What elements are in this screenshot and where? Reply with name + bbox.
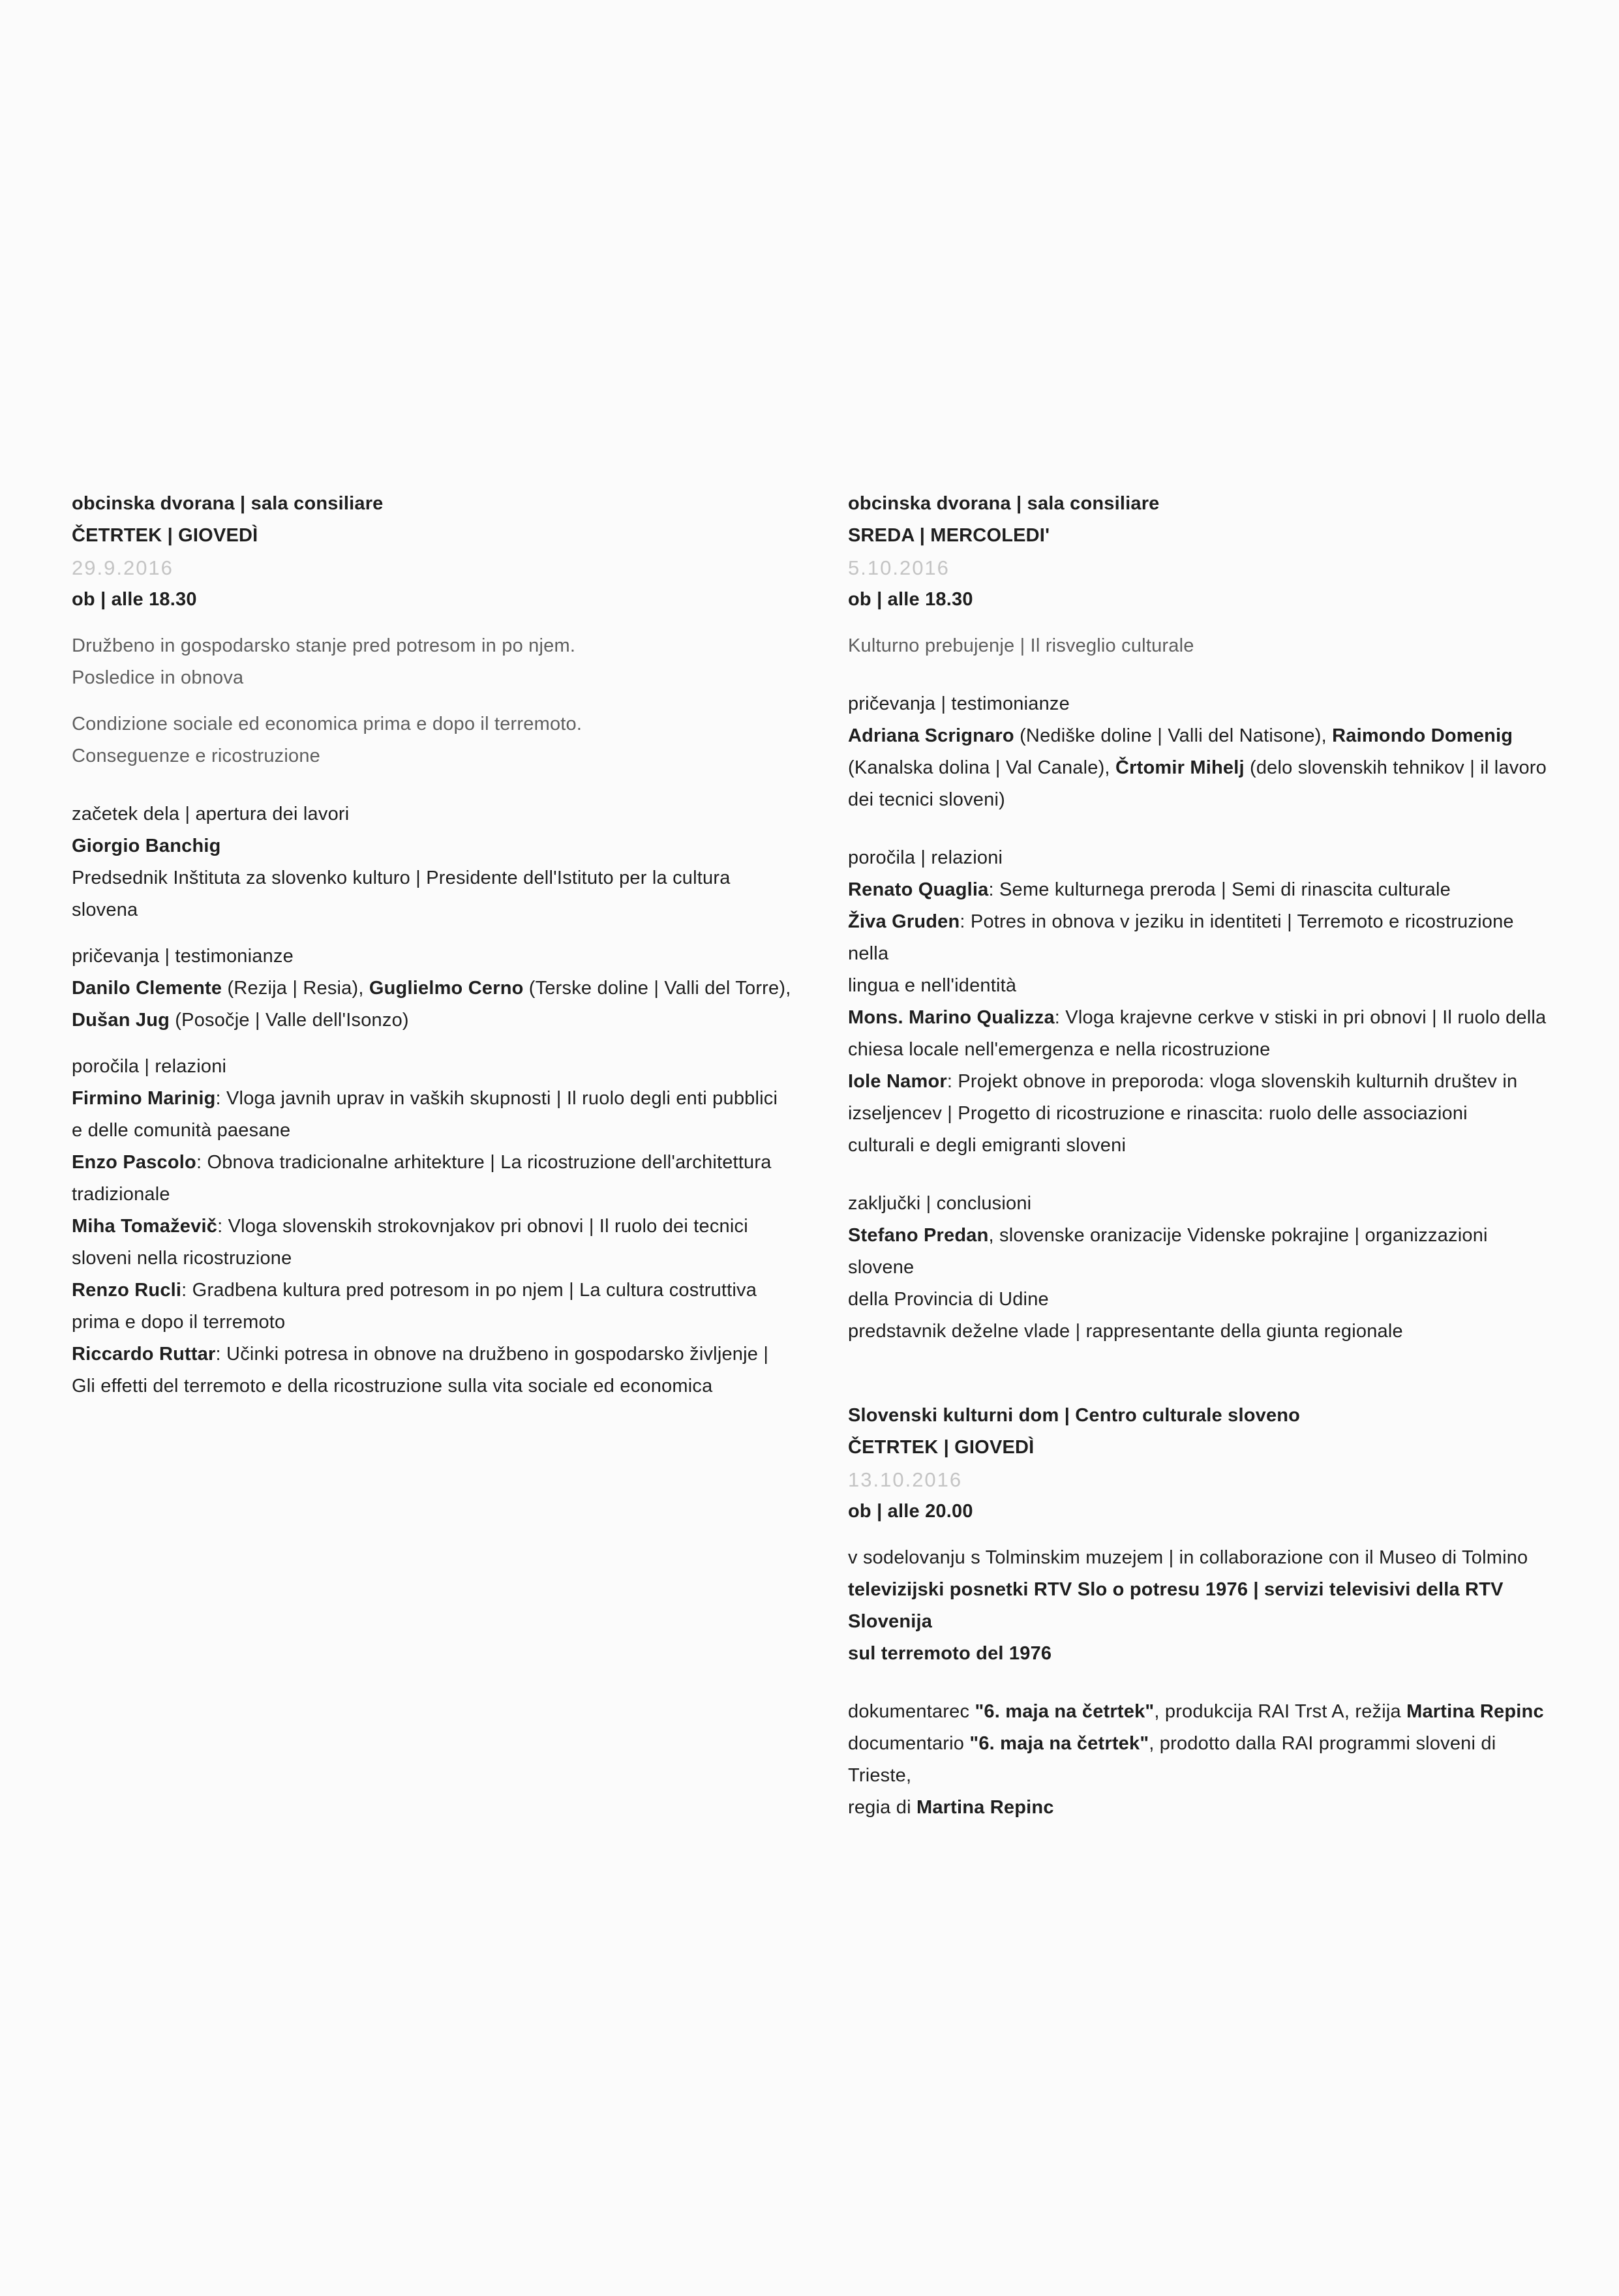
venue: obcinska dvorana | sala consiliare <box>848 493 1160 514</box>
report-title: : Projekt obnove in preporoda: vloga slovenskih kulturnih društev in <box>946 1071 1518 1092</box>
speaker-role-cont: della Provincia di Udine <box>848 1289 1049 1310</box>
section-heading: zaključki | conclusioni <box>848 1193 1032 1214</box>
date: 29.9.2016 <box>72 556 174 579</box>
speaker-place: (Terske doline | Valli del Torre), <box>523 978 791 999</box>
report-line <box>72 1275 802 1307</box>
report-line <box>72 1211 802 1243</box>
speaker-name: Renato Quaglia <box>848 879 989 900</box>
doc-text: regia di <box>848 1797 916 1818</box>
report-title-cont: Gli effetti del terremoto e della ricostruzione sulla vita sociale ed economica <box>72 1376 713 1397</box>
testimony-line <box>848 720 1552 752</box>
section-heading: poročila | relazioni <box>72 1056 227 1077</box>
section-heading: začetek dela | apertura dei lavori <box>72 804 350 824</box>
conclusion-line <box>848 1220 1552 1284</box>
section-heading: poročila | relazioni <box>848 847 1003 868</box>
event-title: Kulturno prebujenje | Il risveglio culturale <box>848 635 1194 656</box>
speaker-place: (Kanalska dolina | Val Canale), <box>848 757 1115 778</box>
report-title: : Učinki potresa in obnove na družbeno in gospodarsko življenje | <box>215 1344 769 1365</box>
venue: Slovenski kulturni dom | Centro culturale sloveno <box>848 1405 1301 1426</box>
left-column <box>72 488 802 1402</box>
speaker-role: predstavnik deželne vlade | rappresentante della giunta regionale <box>848 1321 1403 1342</box>
section-heading: pričevanja | testimonianze <box>72 946 294 967</box>
doc-text: dokumentarec <box>848 1701 975 1722</box>
speaker-place: (Nediške doline | Valli del Natisone), <box>1014 725 1333 746</box>
event-block <box>848 1400 1552 1824</box>
venue: obcinska dvorana | sala consiliare <box>72 493 384 514</box>
doc-text: , produkcija RAI Trst A, režija <box>1154 1701 1407 1722</box>
testimony-line <box>72 973 802 1004</box>
speaker-place: (Posočje | Valle dell'Isonzo) <box>170 1010 409 1031</box>
conclusions-section <box>848 1188 1552 1348</box>
report-title: : Vloga slovenskih strokovnjakov pri obnovi | Il ruolo dei tecnici <box>217 1216 748 1237</box>
report-title: : Obnova tradicionalne arhitekture | La ricostruzione dell'architettura <box>196 1152 772 1173</box>
speaker-name: Firmino Marinig <box>72 1088 216 1109</box>
speaker-name: Miha Tomaževič <box>72 1216 218 1237</box>
report-line <box>72 1147 802 1179</box>
speaker-name: Stefano Predan <box>848 1225 989 1246</box>
speaker-name: Adriana Scrignaro <box>848 725 1014 746</box>
documentary-it <box>848 1728 1552 1792</box>
date: 13.10.2016 <box>848 1468 963 1491</box>
speaker-name: Raimondo Domenig <box>1332 725 1513 746</box>
speaker-name: Enzo Pascolo <box>72 1152 196 1173</box>
speaker-role: Predsednik Inštituta za slovenko kulturo | Presidente dell'Istituto per la cultura <box>72 868 731 888</box>
day: ČETRTEK | GIOVEDÌ <box>72 525 258 546</box>
speaker-place: (Rezija | Resia), <box>222 978 369 999</box>
report-line <box>848 906 1552 970</box>
report-title: : Seme kulturnega preroda | Semi di rinascita culturale <box>988 879 1451 900</box>
report-title-cont: prima e dopo il terremoto <box>72 1312 286 1333</box>
documentary-sl <box>848 1696 1552 1728</box>
report-title-cont: sloveni nella ricostruzione <box>72 1248 292 1269</box>
speaker-place-cont: dei tecnici sloveni) <box>848 789 1005 810</box>
title-it-line-1: Condizione sociale ed economica prima e dopo il terremoto. <box>72 714 583 734</box>
report-title-cont: chiesa locale nell'emergenza e nella ricostruzione <box>848 1039 1271 1060</box>
report-title: : Gradbena kultura pred potresom in po njem | La cultura costruttiva <box>181 1280 757 1301</box>
report-title-cont: izseljencev | Progetto di ricostruzione e rinascita: ruolo delle associazioni <box>848 1103 1468 1124</box>
title-it-line-2: Conseguenze e ricostruzione <box>72 746 321 766</box>
report-line <box>72 1338 802 1370</box>
time: ob | alle 20.00 <box>848 1501 973 1522</box>
doc-title: "6. maja na četrtek" <box>975 1701 1155 1722</box>
doc-director: Martina Repinc <box>1406 1701 1544 1722</box>
event-block <box>848 488 1552 1348</box>
testimonies-section <box>848 688 1552 816</box>
tv-recordings: televizijski posnetki RTV Slo o potresu 1976 | servizi televisivi della RTV Slovenija <box>848 1579 1504 1632</box>
report-line <box>72 1083 802 1115</box>
reports-section <box>72 1051 802 1402</box>
right-column <box>848 488 1552 1824</box>
speaker-name: Mons. Marino Qualizza <box>848 1007 1055 1028</box>
report-title: : Vloga javnih uprav in vaških skupnosti | Il ruolo degli enti pubblici <box>215 1088 778 1109</box>
doc-director: Martina Repinc <box>916 1797 1054 1818</box>
report-title: : Potres in obnova v jeziku in identiteti | Terremoto e ricostruzione nella <box>848 911 1514 964</box>
doc-text: documentario <box>848 1733 970 1754</box>
time: ob | alle 18.30 <box>848 589 973 610</box>
report-title-cont: culturali e degli emigranti sloveni <box>848 1135 1127 1156</box>
report-title: : Vloga krajevne cerkve v stiski in pri obnovi | Il ruolo della <box>1054 1007 1547 1028</box>
testimony-line <box>72 1004 802 1036</box>
report-title-cont: e delle comunità paesane <box>72 1120 291 1141</box>
speaker-name: Črtomir Mihelj <box>1115 757 1245 778</box>
opening-section <box>72 798 802 926</box>
speaker-place: (delo slovenskih tehnikov | il lavoro <box>1244 757 1547 778</box>
day: SREDA | MERCOLEDI' <box>848 525 1050 546</box>
speaker-name: Giorgio Banchig <box>72 836 221 856</box>
day: ČETRTEK | GIOVEDÌ <box>848 1437 1035 1458</box>
report-title-cont: lingua e nell'identità <box>848 975 1017 996</box>
doc-text: , prodotto dalla RAI programmi sloveni di Trieste, <box>848 1733 1496 1786</box>
speaker-name: Riccardo Ruttar <box>72 1344 216 1365</box>
testimony-line <box>848 752 1552 784</box>
speaker-name: Renzo Rucli <box>72 1280 182 1301</box>
time: ob | alle 18.30 <box>72 589 197 610</box>
section-heading: pričevanja | testimonianze <box>848 693 1070 714</box>
tv-recordings-cont: sul terremoto del 1976 <box>848 1643 1052 1664</box>
report-line <box>848 1002 1552 1034</box>
documentary-it-cont <box>848 1792 1552 1824</box>
speaker-name: Živa Gruden <box>848 911 960 932</box>
speaker-name: Danilo Clemente <box>72 978 222 999</box>
title-sl-line-2: Posledice in obnova <box>72 667 244 688</box>
report-title-cont: tradizionale <box>72 1184 170 1205</box>
title-sl-line-1: Družbeno in gospodarsko stanje pred potresom in po njem. <box>72 635 576 656</box>
doc-title: "6. maja na četrtek" <box>969 1733 1149 1754</box>
testimonies-section <box>72 941 802 1036</box>
date: 5.10.2016 <box>848 556 950 579</box>
report-line <box>848 874 1552 906</box>
reports-section <box>848 842 1552 1162</box>
collaboration-note: v sodelovanju s Tolminskim muzejem | in collaborazione con il Museo di Tolmino <box>848 1547 1528 1568</box>
speaker-role: , slovenske oranizacije Videnske pokrajine | organizzazioni slovene <box>848 1225 1488 1278</box>
speaker-role-cont: slovena <box>72 899 138 920</box>
speaker-name: Iole Namor <box>848 1071 947 1092</box>
speaker-name: Guglielmo Cerno <box>369 978 524 999</box>
report-line <box>848 1066 1552 1098</box>
speaker-name: Dušan Jug <box>72 1010 170 1031</box>
